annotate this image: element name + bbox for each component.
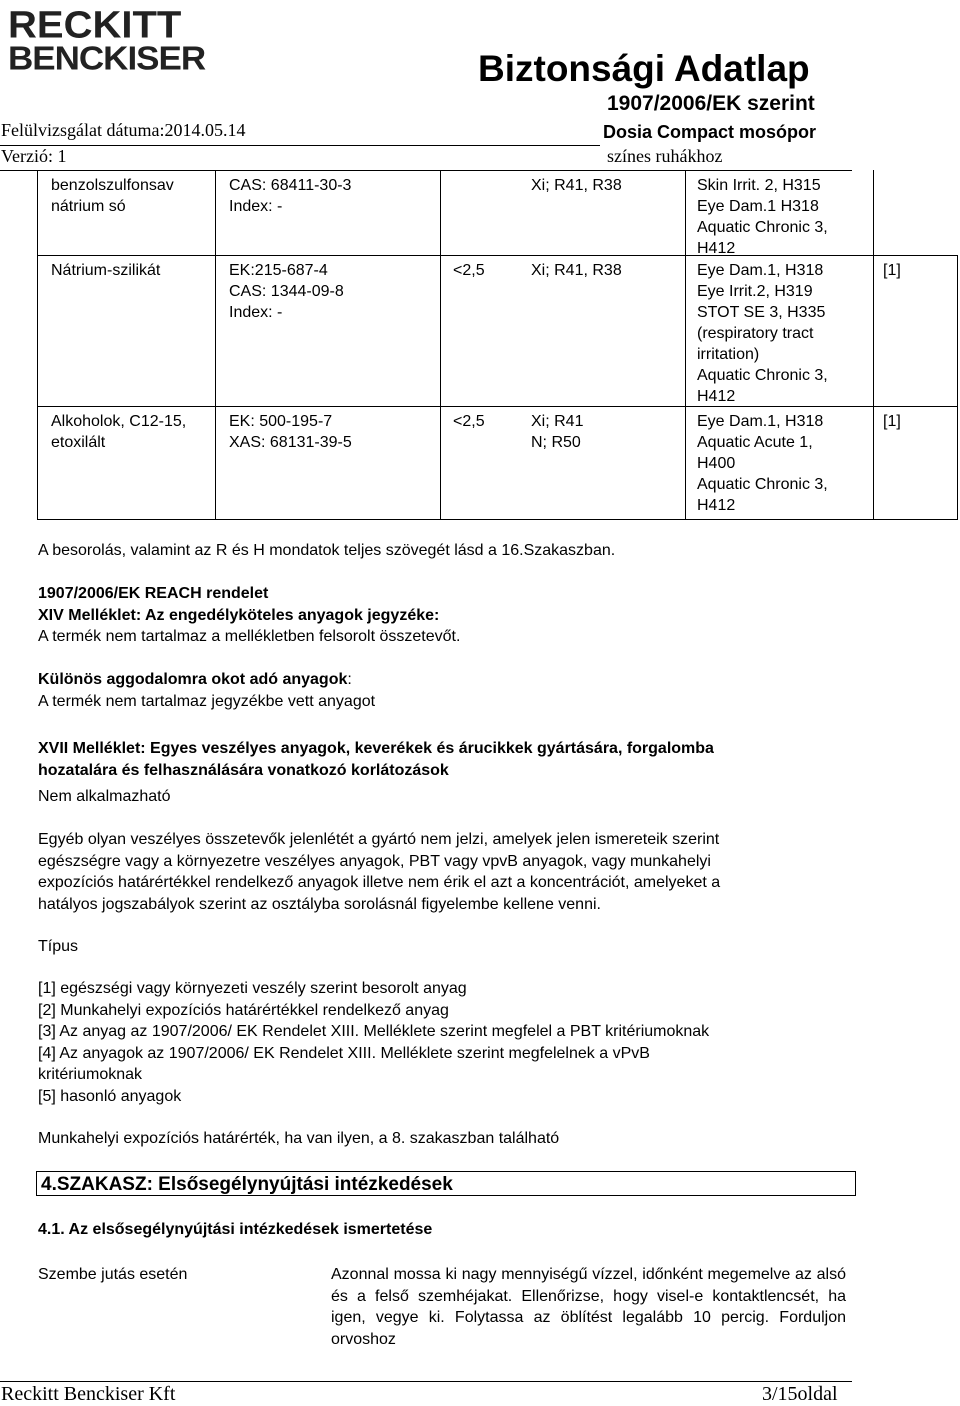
substance-ids — [229, 260, 344, 323]
other-ingredients-paragraph — [38, 829, 720, 915]
table-bottom-border — [37, 519, 957, 520]
table-col-divider — [37, 170, 38, 520]
annex14-heading: XIV Melléklet: Az engedélyköteles anyagok jegyzéke: — [38, 606, 440, 624]
header-divider-1 — [0, 145, 600, 146]
type-item: [2] Munkahelyi expozíciós határértékkel rendelkező anyag — [38, 1001, 449, 1019]
header-divider-2 — [0, 170, 852, 171]
classification-old-line: Xi; R41, R38 — [531, 262, 622, 279]
table-row — [51, 260, 160, 281]
annex17-heading: hozatalára és felhasználására vonatkozó korlátozások — [38, 761, 449, 779]
oel-note: Munkahelyi expozíciós határérték, ha van ilyen, a 8. szakaszban található — [38, 1130, 560, 1147]
classification-clp-line: Aquatic Chronic 3, — [697, 367, 828, 384]
version: Verzió: 1 — [1, 146, 67, 166]
classification-clp-line: H412 — [697, 240, 736, 257]
classification-old — [531, 411, 583, 453]
footer-divider — [0, 1381, 852, 1382]
classification-note: A besorolás, valamint az R és H mondatok teljes szövegét lásd a 16.Szakaszban. — [38, 542, 616, 559]
note-reference: [1] — [883, 413, 901, 430]
substance-name: etoxilált — [51, 434, 106, 451]
table-row — [51, 175, 174, 217]
paragraph-line: expozíciós határértékkel rendelkező anyagok illetve nem érik el azt a koncentrációt, amelyeket a — [38, 874, 721, 891]
svhc-block — [38, 669, 375, 712]
product-variant: színes ruhákhoz — [607, 146, 723, 166]
classification-clp — [697, 175, 828, 259]
annex17-heading: XVII Melléklet: Egyes veszélyes anyagok, keverékek és árucikkek gyártására, forgalomba — [38, 740, 714, 757]
paragraph-line: egészségre vagy a környezetre veszélyes anyagok, PBT vagy vpvB anyagok, vagy munkahelyi — [38, 852, 711, 870]
classification-clp-line: Eye Irrit.2, H319 — [697, 283, 813, 300]
classification-clp-line: Eye Dam.1, H318 — [697, 413, 824, 430]
type-item: [1] egészségi vagy környezeti veszély szerint besorolt anyag — [38, 980, 467, 997]
annex14-text: A termék nem tartalmaz a mellékletben felsorolt összetevőt. — [38, 628, 461, 645]
classification-clp-line: Aquatic Chronic 3, — [697, 219, 828, 236]
regulation-subtitle: 1907/2006/EK szerint — [607, 92, 815, 115]
classification-clp-line: H412 — [697, 388, 736, 405]
document-title: Biztonsági Adatlap — [478, 48, 810, 89]
classification-old-line: Xi; R41, R38 — [531, 177, 622, 194]
classification-clp-line: H400 — [697, 455, 736, 472]
classification-clp — [697, 260, 828, 407]
svhc-colon: : — [347, 671, 352, 688]
concentration: <2,5 — [453, 413, 485, 430]
paragraph-line: hatályos jogszabályok szerint az osztályba sorolásnál figyelembe kellene venni. — [38, 895, 601, 913]
eye-contact-label: Szembe jutás esetén — [38, 1266, 188, 1283]
table-row — [51, 411, 186, 453]
classification-old — [531, 260, 622, 281]
review-date: Felülvizsgálat dátuma:2014.05.14 — [1, 120, 246, 140]
substance-name: Nátrium-szilikát — [51, 262, 161, 279]
type-label: Típus — [38, 938, 79, 955]
section-4-heading: 4.SZAKASZ: Elsősegélynyújtási intézkedések — [36, 1171, 856, 1196]
footer-company: Reckitt Benckiser Kft — [1, 1383, 176, 1405]
annex17-block — [38, 738, 714, 808]
classification-clp-line: Aquatic Acute 1, — [697, 434, 813, 451]
classification-clp — [697, 411, 828, 516]
type-item: [4] Az anyagok az 1907/2006/ EK Rendelet XIII. Melléklete szerint megfelelnek a vPvB — [38, 1044, 650, 1062]
product-name: Dosia Compact mosópor — [603, 122, 817, 142]
type-item: kritériumoknak — [38, 1066, 143, 1083]
index-number: Index: - — [229, 198, 283, 215]
substance-name: nátrium só — [51, 198, 126, 215]
footer-page-number: 3/15oldal — [762, 1383, 838, 1405]
cas-number: XAS: 68131-39-5 — [229, 434, 352, 451]
table-col-divider — [873, 170, 874, 520]
note-reference: [1] — [883, 262, 901, 279]
substance-name: Alkoholok, C12-15, — [51, 413, 187, 430]
svhc-heading: Különös aggodalomra okot adó anyagok — [38, 671, 348, 688]
table-col-divider — [215, 170, 216, 520]
paragraph-line: Egyéb olyan veszélyes összetevők jelenlétét a gyártó nem jelzi, amelyek jelen ismereteik szerint — [38, 831, 720, 848]
company-logo — [8, 3, 213, 78]
table-col-divider — [440, 170, 441, 520]
substance-name: benzolszulfonsav — [51, 177, 174, 194]
svhc-text: A termék nem tartalmaz jegyzékbe vett anyagot — [38, 692, 376, 710]
table-col-divider — [685, 170, 686, 520]
type-list — [38, 978, 709, 1107]
classification-clp-line: irritation) — [697, 346, 760, 363]
index-number: Index: - — [229, 304, 283, 321]
ec-number: EK: 500-195-7 — [229, 413, 333, 430]
reach-heading: 1907/2006/EK REACH rendelet — [38, 585, 269, 602]
eye-contact-text: Azonnal mossa ki nagy mennyiségű vízzel, időnként megemelve az alsó és a felső szemhéjakat. Ellenőrizse, hogy visel-e kontaktlencsét, ha igen, vegye ki. Folytassa az öblítést legalább 10 percig. Forduljon orvoshoz — [331, 1266, 846, 1348]
classification-clp-line: Eye Dam.1 H318 — [697, 198, 819, 215]
ec-number: EK:215-687-4 — [229, 262, 328, 279]
logo-line-2: BENCKISER — [8, 40, 206, 78]
type-item: [3] Az anyag az 1907/2006/ EK Rendelet XIII. Melléklete szerint megfelel a PBT kritériumoknak — [38, 1023, 710, 1040]
classification-clp-line: Aquatic Chronic 3, — [697, 476, 828, 493]
logo-line-1: RECKITT — [8, 3, 182, 46]
classification-clp-line: STOT SE 3, H335 — [697, 304, 826, 321]
annex17-text: Nem alkalmazható — [38, 788, 171, 805]
classification-clp-line: H412 — [697, 497, 736, 514]
cas-number: CAS: 68411-30-3 — [229, 177, 352, 194]
reach-block — [38, 583, 460, 648]
classification-old — [531, 175, 622, 196]
substance-ids — [229, 175, 351, 217]
classification-old-line: Xi; R41 — [531, 413, 584, 430]
section-4-1-heading: 4.1. Az elsősegélynyújtási intézkedések ismertetése — [38, 1221, 433, 1238]
classification-clp-line: Eye Dam.1, H318 — [697, 262, 824, 279]
classification-clp-line: Skin Irrit. 2, H315 — [697, 177, 821, 194]
classification-clp-line: (respiratory tract — [697, 325, 814, 342]
type-item: [5] hasonló anyagok — [38, 1087, 182, 1105]
concentration: <2,5 — [453, 262, 485, 279]
classification-old-line: N; R50 — [531, 434, 581, 451]
table-col-divider — [957, 255, 958, 520]
substance-ids — [229, 411, 352, 453]
cas-number: CAS: 1344-09-8 — [229, 283, 344, 300]
